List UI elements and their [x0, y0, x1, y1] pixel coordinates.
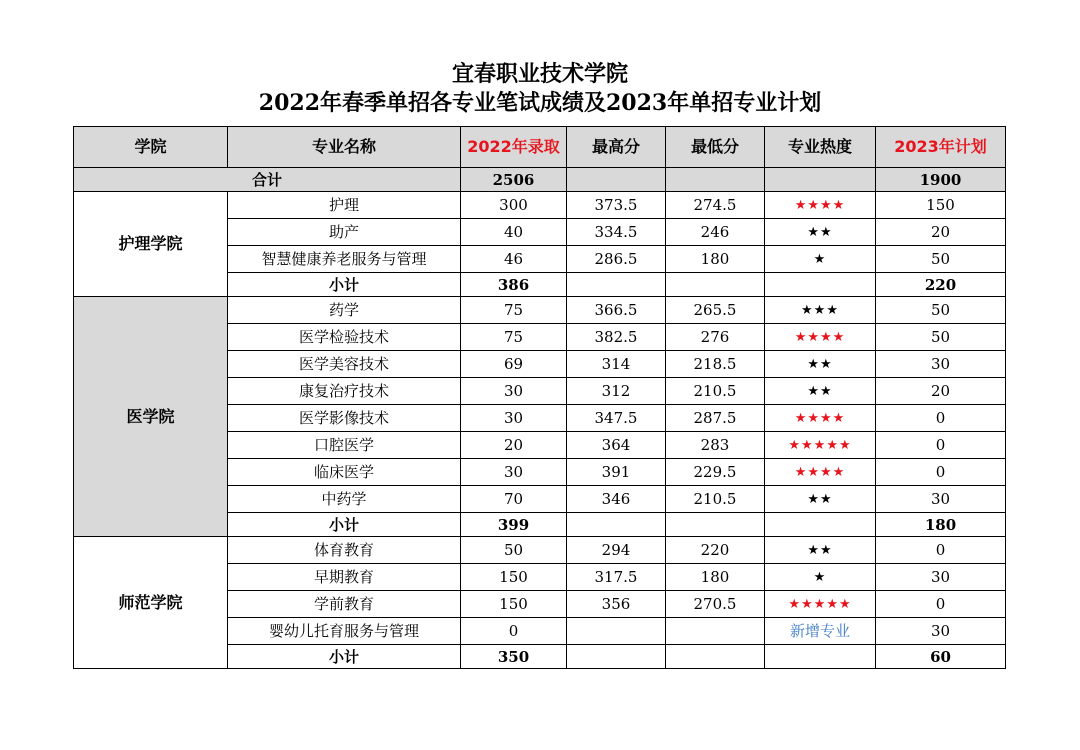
major-name: 早期教育	[228, 564, 461, 591]
major-name: 体育教育	[228, 537, 461, 564]
plan-2023: 50	[876, 246, 1006, 273]
subtotal-max-empty	[567, 645, 666, 669]
max-score: 294	[567, 537, 666, 564]
subtotal-heat-empty	[765, 645, 876, 669]
total-row	[74, 168, 1006, 192]
page-title: 宜春职业技术学院	[451, 61, 628, 87]
total-label: 合计	[74, 168, 461, 192]
subtotal-plan: 60	[876, 645, 1006, 669]
total-min-empty	[666, 168, 765, 192]
major-name: 医学检验技术	[228, 324, 461, 351]
max-score: 373.5	[567, 192, 666, 219]
min-score: 270.5	[666, 591, 765, 618]
admit-2022: 69	[461, 351, 567, 378]
min-score: 218.5	[666, 351, 765, 378]
heat-stars: ★★★★	[794, 330, 846, 345]
college-name: 医学院	[74, 297, 228, 537]
heat-cell	[765, 324, 876, 351]
major-name: 医学美容技术	[228, 351, 461, 378]
major-name: 药学	[228, 297, 461, 324]
admit-2022: 30	[461, 459, 567, 486]
plan-2023: 50	[876, 297, 1006, 324]
header-max-score: 最高分	[567, 127, 666, 168]
college-name: 护理学院	[74, 192, 228, 297]
plan-2023: 0	[876, 405, 1006, 432]
header-plan-2023: 2023年计划	[876, 127, 1006, 168]
admit-2022: 70	[461, 486, 567, 513]
major-name: 中药学	[228, 486, 461, 513]
subtotal-plan: 220	[876, 273, 1006, 297]
college-name: 师范学院	[74, 537, 228, 669]
heat-cell	[765, 378, 876, 405]
heat-stars: ★★	[807, 384, 833, 399]
min-score: 283	[666, 432, 765, 459]
major-name: 临床医学	[228, 459, 461, 486]
max-score: 286.5	[567, 246, 666, 273]
min-score: 287.5	[666, 405, 765, 432]
admit-2022: 300	[461, 192, 567, 219]
heat-cell	[765, 219, 876, 246]
admit-2022: 50	[461, 537, 567, 564]
admit-2022: 75	[461, 297, 567, 324]
min-score: 246	[666, 219, 765, 246]
plan-2023: 0	[876, 537, 1006, 564]
min-score: 229.5	[666, 459, 765, 486]
heat-stars: ★★	[807, 543, 833, 558]
admit-2022: 150	[461, 591, 567, 618]
total-heat-empty	[765, 168, 876, 192]
heat-stars: ★	[813, 570, 827, 585]
admit-2022: 75	[461, 324, 567, 351]
major-name: 婴幼儿托育服务与管理	[228, 618, 461, 645]
heat-cell	[765, 246, 876, 273]
heat-stars: ★★★★	[794, 198, 846, 213]
heat-cell	[765, 432, 876, 459]
header-admit-2022: 2022年录取	[461, 127, 567, 168]
subtotal-label: 小计	[228, 645, 461, 669]
max-score: 356	[567, 591, 666, 618]
major-name: 护理	[228, 192, 461, 219]
table-row	[74, 192, 1006, 219]
admit-2022: 0	[461, 618, 567, 645]
admit-2022: 46	[461, 246, 567, 273]
header-heat: 专业热度	[765, 127, 876, 168]
heat-stars: ★★	[807, 357, 833, 372]
plan-2023: 0	[876, 591, 1006, 618]
table-row	[74, 297, 1006, 324]
heat-stars: ★★	[807, 225, 833, 240]
page-subtitle: 2022年春季单招各专业笔试成绩及2023年单招专业计划	[258, 90, 822, 116]
heat-cell	[765, 591, 876, 618]
heat-cell	[765, 537, 876, 564]
max-score: 312	[567, 378, 666, 405]
min-score: 210.5	[666, 486, 765, 513]
heat-stars: ★★	[807, 492, 833, 507]
max-score: 334.5	[567, 219, 666, 246]
plan-2023: 20	[876, 219, 1006, 246]
heat-cell	[765, 192, 876, 219]
min-score: 180	[666, 246, 765, 273]
plan-2023: 30	[876, 351, 1006, 378]
major-name: 智慧健康养老服务与管理	[228, 246, 461, 273]
heat-cell	[765, 297, 876, 324]
subtotal-plan: 180	[876, 513, 1006, 537]
plan-2023: 0	[876, 459, 1006, 486]
subtotal-min-empty	[666, 513, 765, 537]
min-score: 274.5	[666, 192, 765, 219]
max-score	[567, 618, 666, 645]
subtotal-min-empty	[666, 273, 765, 297]
heat-stars: ★★★★	[794, 411, 846, 426]
plan-2023: 30	[876, 486, 1006, 513]
admit-2022: 30	[461, 405, 567, 432]
admit-2022: 40	[461, 219, 567, 246]
major-name: 口腔医学	[228, 432, 461, 459]
header-min-score: 最低分	[666, 127, 765, 168]
heat-stars: ★★★★	[794, 465, 846, 480]
plan-2023: 30	[876, 564, 1006, 591]
min-score: 220	[666, 537, 765, 564]
subtotal-max-empty	[567, 273, 666, 297]
heat-cell	[765, 486, 876, 513]
max-score: 346	[567, 486, 666, 513]
min-score	[666, 618, 765, 645]
max-score: 317.5	[567, 564, 666, 591]
heat-stars: ★★★★★	[788, 597, 852, 612]
min-score: 180	[666, 564, 765, 591]
max-score: 382.5	[567, 324, 666, 351]
heat-cell	[765, 564, 876, 591]
min-score: 276	[666, 324, 765, 351]
subtotal-admit: 399	[461, 513, 567, 537]
admit-2022: 20	[461, 432, 567, 459]
heat-stars: ★★★	[801, 303, 839, 318]
major-name: 医学影像技术	[228, 405, 461, 432]
max-score: 347.5	[567, 405, 666, 432]
major-name: 助产	[228, 219, 461, 246]
subtotal-heat-empty	[765, 273, 876, 297]
heat-cell	[765, 351, 876, 378]
admit-2022: 150	[461, 564, 567, 591]
max-score: 366.5	[567, 297, 666, 324]
subtotal-heat-empty	[765, 513, 876, 537]
heat-cell	[765, 618, 876, 645]
plan-2023: 0	[876, 432, 1006, 459]
min-score: 265.5	[666, 297, 765, 324]
major-name: 康复治疗技术	[228, 378, 461, 405]
plan-2023: 20	[876, 378, 1006, 405]
plan-2023: 150	[876, 192, 1006, 219]
header-major: 专业名称	[228, 127, 461, 168]
plan-2023: 50	[876, 324, 1006, 351]
heat-stars: ★★★★★	[788, 438, 852, 453]
admit-2022: 30	[461, 378, 567, 405]
total-max-empty	[567, 168, 666, 192]
subtotal-min-empty	[666, 645, 765, 669]
min-score: 210.5	[666, 378, 765, 405]
plan-2023: 30	[876, 618, 1006, 645]
heat-cell	[765, 459, 876, 486]
heat-cell	[765, 405, 876, 432]
subtotal-admit: 386	[461, 273, 567, 297]
major-name: 学前教育	[228, 591, 461, 618]
header-row	[74, 127, 1006, 168]
subtotal-admit: 350	[461, 645, 567, 669]
header-college: 学院	[74, 127, 228, 168]
max-score: 314	[567, 351, 666, 378]
new-major-label: 新增专业	[789, 622, 850, 640]
max-score: 364	[567, 432, 666, 459]
subtotal-label: 小计	[228, 273, 461, 297]
total-admit: 2506	[461, 168, 567, 192]
subtotal-label: 小计	[228, 513, 461, 537]
subtotal-max-empty	[567, 513, 666, 537]
heat-stars: ★	[813, 252, 827, 267]
max-score: 391	[567, 459, 666, 486]
table-row	[74, 537, 1006, 564]
total-plan: 1900	[876, 168, 1006, 192]
admission-table	[73, 126, 1006, 669]
